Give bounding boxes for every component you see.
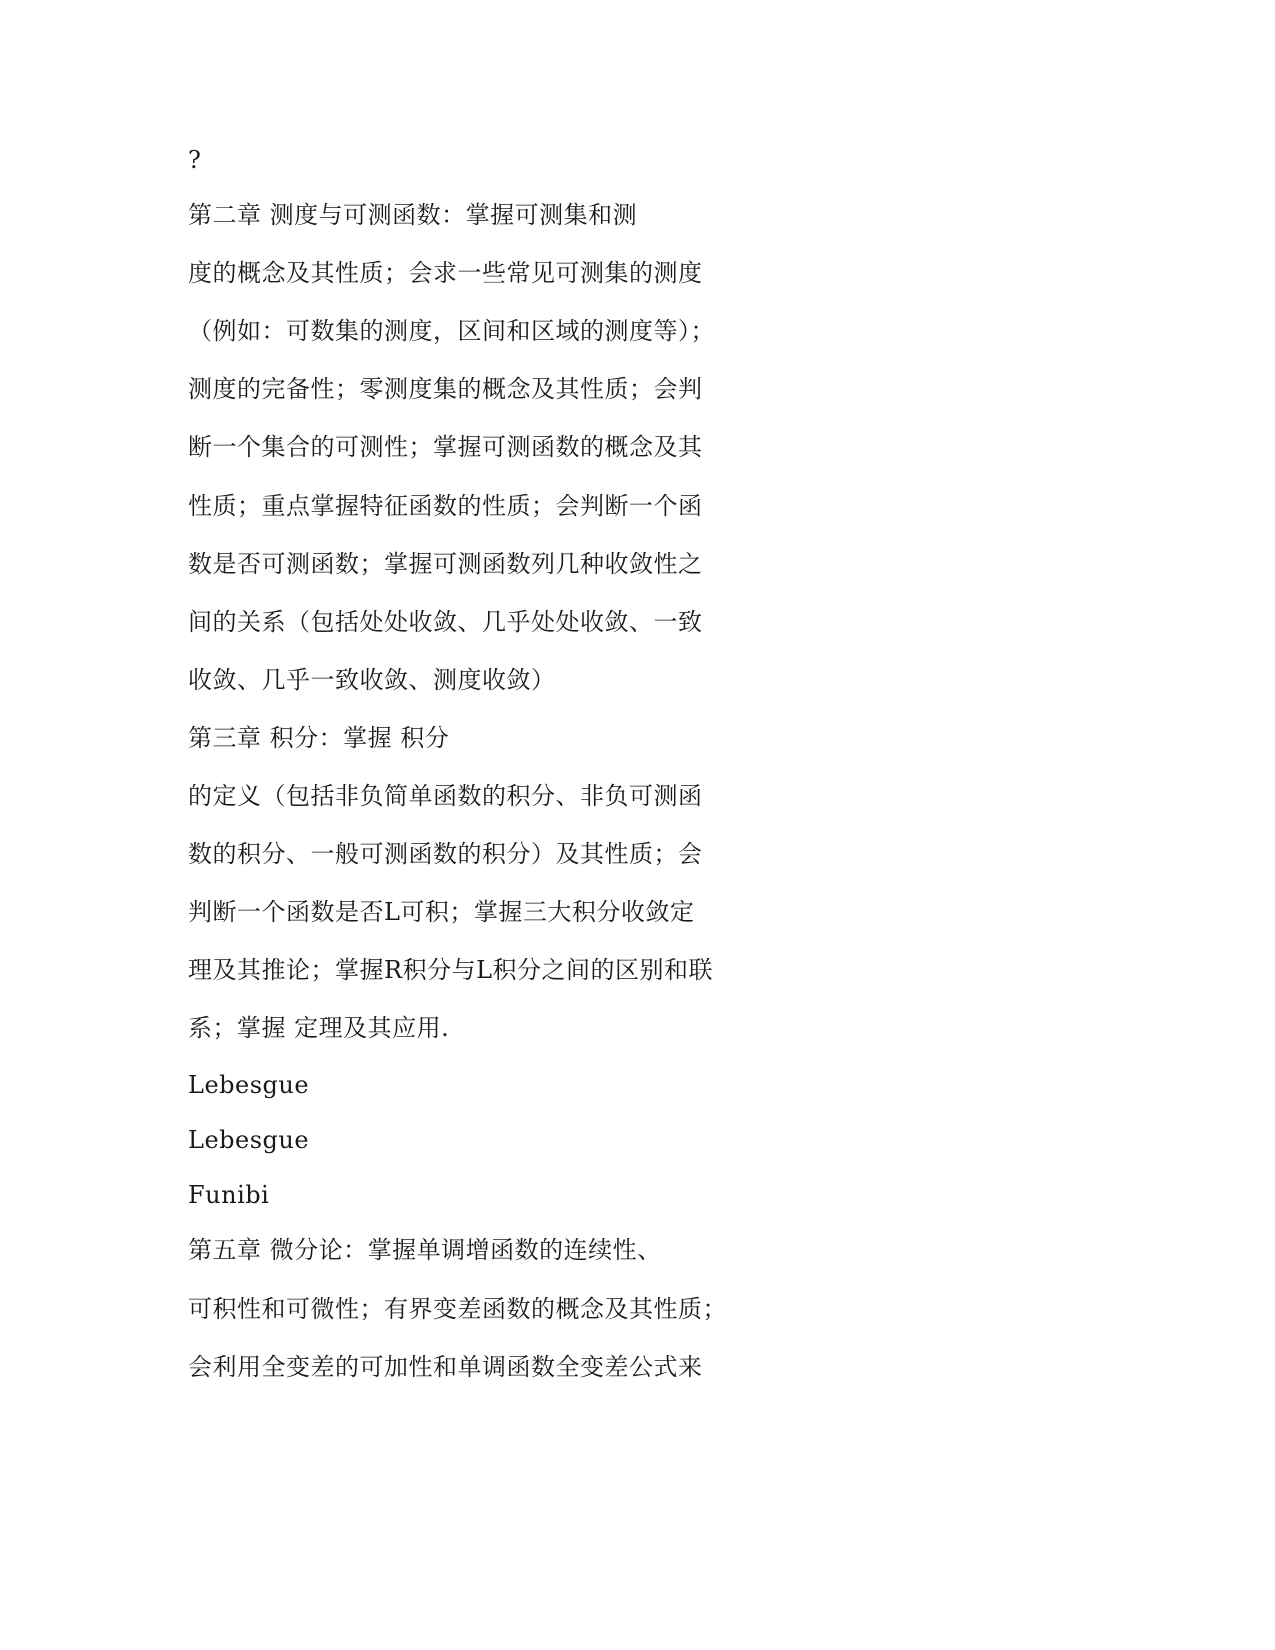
text-line: 数的积分、一般可测函数的积分）及其性质；会 bbox=[188, 840, 703, 868]
text-line: Lebesgue bbox=[188, 1126, 310, 1154]
text-line: 测度的完备性；零测度集的概念及其性质；会判 bbox=[188, 375, 703, 403]
text-line: 判断一个函数是否L可积；掌握三大积分收敛定 bbox=[188, 898, 695, 926]
chapter-3-heading: 第三章 积分：掌握 积分 bbox=[188, 724, 450, 752]
text-line: 断一个集合的可测性；掌握可测函数的概念及其 bbox=[188, 433, 703, 461]
text-line: 数是否可测函数；掌握可测函数列几种收敛性之 bbox=[188, 550, 703, 578]
text-line: 间的关系（包括处处收敛、几乎处处收敛、一致 bbox=[188, 608, 703, 636]
text-line: Lebesgue bbox=[188, 1071, 310, 1099]
text-line: 收敛、几乎一致收敛、测度收敛） bbox=[188, 666, 556, 694]
text-line: 系；掌握 定理及其应用. bbox=[188, 1014, 450, 1042]
text-line: 性质；重点掌握特征函数的性质；会判断一个函 bbox=[188, 492, 703, 520]
text-line: 可积性和可微性；有界变差函数的概念及其性质； bbox=[188, 1295, 727, 1323]
text-line: （例如：可数集的测度，区间和区域的测度等）； bbox=[188, 317, 715, 345]
text-line: 理及其推论；掌握R积分与L积分之间的区别和联 bbox=[188, 956, 714, 984]
text-line: ? bbox=[188, 146, 202, 174]
text-line: 会利用全变差的可加性和单调函数全变差公式来 bbox=[188, 1353, 703, 1381]
chapter-5-heading: 第五章 微分论：掌握单调增函数的连续性、 bbox=[188, 1236, 662, 1264]
text-line: 度的概念及其性质；会求一些常见可测集的测度 bbox=[188, 259, 703, 287]
text-line: Funibi bbox=[188, 1181, 270, 1209]
text-line: 的定义（包括非负简单函数的积分、非负可测函 bbox=[188, 782, 703, 810]
chapter-2-heading: 第二章 测度与可测函数：掌握可测集和测 bbox=[188, 201, 638, 229]
